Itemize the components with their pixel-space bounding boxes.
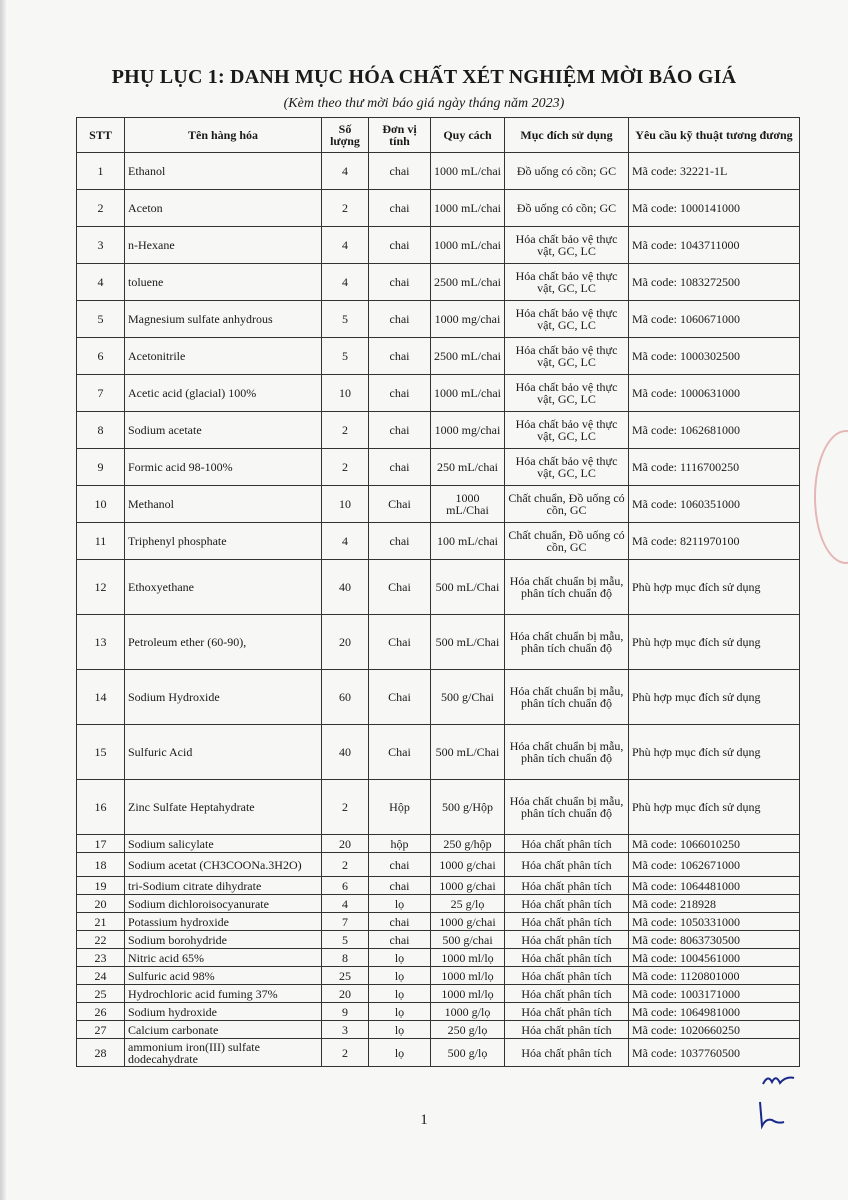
cell-qty: 2 xyxy=(322,449,369,486)
cell-qty: 9 xyxy=(322,1003,369,1021)
cell-name: Zinc Sulfate Heptahydrate xyxy=(125,780,322,835)
cell-purpose: Hóa chất bảo vệ thực vật, GC, LC xyxy=(505,301,629,338)
stamp-edge xyxy=(814,430,848,564)
cell-spec: 1000 ml/lọ xyxy=(431,985,505,1003)
cell-stt: 22 xyxy=(77,931,125,949)
cell-stt: 6 xyxy=(77,338,125,375)
cell-purpose: Đồ uống có cồn; GC xyxy=(505,153,629,190)
cell-stt: 14 xyxy=(77,670,125,725)
cell-purpose: Hóa chất bảo vệ thực vật, GC, LC xyxy=(505,375,629,412)
cell-requirement: Mã code: 1120801000 xyxy=(629,967,800,985)
cell-purpose: Hóa chất phân tích xyxy=(505,1003,629,1021)
cell-spec: 1000 mL/chai xyxy=(431,190,505,227)
cell-name: Sulfuric Acid xyxy=(125,725,322,780)
cell-name: toluene xyxy=(125,264,322,301)
cell-stt: 24 xyxy=(77,967,125,985)
table-header-row xyxy=(77,118,800,153)
cell-purpose: Hóa chất phân tích xyxy=(505,949,629,967)
table-row xyxy=(77,1039,800,1067)
cell-spec: 25 g/lọ xyxy=(431,895,505,913)
cell-requirement: Phù hợp mục đích sử dụng xyxy=(629,780,800,835)
cell-unit: lọ xyxy=(369,967,431,985)
cell-unit: chai xyxy=(369,877,431,895)
cell-requirement: Mã code: 1004561000 xyxy=(629,949,800,967)
table-row xyxy=(77,560,800,615)
cell-name: n-Hexane xyxy=(125,227,322,264)
cell-name: Nitric acid 65% xyxy=(125,949,322,967)
cell-unit: Chai xyxy=(369,615,431,670)
cell-purpose: Hóa chất phân tích xyxy=(505,853,629,877)
cell-spec: 1000 mg/chai xyxy=(431,301,505,338)
cell-requirement: Mã code: 1083272500 xyxy=(629,264,800,301)
cell-qty: 10 xyxy=(322,375,369,412)
cell-requirement: Mã code: 1062681000 xyxy=(629,412,800,449)
cell-name: Sodium borohydride xyxy=(125,931,322,949)
cell-spec: 250 g/lọ xyxy=(431,1021,505,1039)
cell-spec: 2500 mL/chai xyxy=(431,338,505,375)
cell-name: Magnesium sulfate anhydrous xyxy=(125,301,322,338)
cell-spec: 1000 mL/chai xyxy=(431,227,505,264)
table-row xyxy=(77,375,800,412)
cell-unit: chai xyxy=(369,301,431,338)
table-row xyxy=(77,913,800,931)
cell-requirement: Mã code: 1066010250 xyxy=(629,835,800,853)
cell-requirement: Mã code: 32221-1L xyxy=(629,153,800,190)
cell-qty: 5 xyxy=(322,931,369,949)
cell-name: Methanol xyxy=(125,486,322,523)
cell-qty: 20 xyxy=(322,615,369,670)
cell-purpose: Hóa chất phân tích xyxy=(505,931,629,949)
table-row xyxy=(77,949,800,967)
cell-stt: 10 xyxy=(77,486,125,523)
cell-stt: 23 xyxy=(77,949,125,967)
cell-purpose: Chất chuẩn, Đồ uống có cồn, GC xyxy=(505,523,629,560)
cell-stt: 18 xyxy=(77,853,125,877)
table-row xyxy=(77,227,800,264)
table-row xyxy=(77,985,800,1003)
cell-qty: 4 xyxy=(322,227,369,264)
cell-purpose: Hóa chất bảo vệ thực vật, GC, LC xyxy=(505,338,629,375)
col-header-unit: Đơn vị tính xyxy=(369,118,431,153)
cell-purpose: Đồ uống có cồn; GC xyxy=(505,190,629,227)
cell-requirement: Mã code: 1043711000 xyxy=(629,227,800,264)
cell-name: Petroleum ether (60-90), xyxy=(125,615,322,670)
cell-requirement: Mã code: 8211970100 xyxy=(629,523,800,560)
cell-requirement: Phù hợp mục đích sử dụng xyxy=(629,615,800,670)
cell-stt: 13 xyxy=(77,615,125,670)
cell-name: Ethoxyethane xyxy=(125,560,322,615)
table-row xyxy=(77,449,800,486)
cell-qty: 2 xyxy=(322,853,369,877)
cell-purpose: Hóa chất phân tích xyxy=(505,835,629,853)
cell-qty: 5 xyxy=(322,338,369,375)
table-row xyxy=(77,264,800,301)
cell-unit: Chai xyxy=(369,560,431,615)
cell-qty: 40 xyxy=(322,725,369,780)
cell-purpose: Hóa chất chuẩn bị mẫu, phân tích chuẩn độ xyxy=(505,615,629,670)
cell-unit: chai xyxy=(369,153,431,190)
cell-spec: 500 g/Hộp xyxy=(431,780,505,835)
cell-stt: 2 xyxy=(77,190,125,227)
table-row xyxy=(77,338,800,375)
cell-purpose: Hóa chất chuẩn bị mẫu, phân tích chuẩn độ xyxy=(505,780,629,835)
cell-qty: 4 xyxy=(322,523,369,560)
cell-qty: 20 xyxy=(322,835,369,853)
cell-qty: 2 xyxy=(322,190,369,227)
cell-stt: 19 xyxy=(77,877,125,895)
cell-requirement: Mã code: 1060671000 xyxy=(629,301,800,338)
cell-spec: 500 g/lọ xyxy=(431,1039,505,1067)
cell-unit: chai xyxy=(369,523,431,560)
cell-requirement: Phù hợp mục đích sử dụng xyxy=(629,670,800,725)
cell-stt: 16 xyxy=(77,780,125,835)
cell-name: Hydrochloric acid fuming 37% xyxy=(125,985,322,1003)
cell-stt: 12 xyxy=(77,560,125,615)
cell-spec: 250 mL/chai xyxy=(431,449,505,486)
cell-name: Sodium acetate xyxy=(125,412,322,449)
cell-purpose: Hóa chất phân tích xyxy=(505,877,629,895)
cell-stt: 9 xyxy=(77,449,125,486)
table-row xyxy=(77,153,800,190)
cell-stt: 8 xyxy=(77,412,125,449)
cell-unit: Chai xyxy=(369,725,431,780)
cell-name: tri-Sodium citrate dihydrate xyxy=(125,877,322,895)
cell-spec: 500 mL/Chai xyxy=(431,615,505,670)
cell-purpose: Hóa chất chuẩn bị mẫu, phân tích chuẩn độ xyxy=(505,670,629,725)
cell-stt: 17 xyxy=(77,835,125,853)
cell-stt: 27 xyxy=(77,1021,125,1039)
cell-stt: 15 xyxy=(77,725,125,780)
cell-name: Aceton xyxy=(125,190,322,227)
cell-stt: 4 xyxy=(77,264,125,301)
cell-stt: 5 xyxy=(77,301,125,338)
table-row xyxy=(77,1021,800,1039)
cell-unit: lọ xyxy=(369,949,431,967)
cell-qty: 20 xyxy=(322,985,369,1003)
cell-purpose: Hóa chất phân tích xyxy=(505,967,629,985)
cell-purpose: Hóa chất bảo vệ thực vật, GC, LC xyxy=(505,264,629,301)
cell-qty: 2 xyxy=(322,412,369,449)
cell-requirement: Mã code: 1064981000 xyxy=(629,1003,800,1021)
page-subtitle: (Kèm theo thư mời báo giá ngày tháng năm 2023) xyxy=(283,96,565,111)
table-row xyxy=(77,486,800,523)
cell-stt: 26 xyxy=(77,1003,125,1021)
cell-requirement: Phù hợp mục đích sử dụng xyxy=(629,725,800,780)
cell-purpose: Hóa chất chuẩn bị mẫu, phân tích chuẩn độ xyxy=(505,725,629,780)
table-row xyxy=(77,895,800,913)
cell-name: Potassium hydroxide xyxy=(125,913,322,931)
cell-qty: 4 xyxy=(322,895,369,913)
cell-unit: hộp xyxy=(369,835,431,853)
cell-spec: 1000 g/lọ xyxy=(431,1003,505,1021)
col-header-requirement: Yêu cầu kỹ thuật tương đương xyxy=(629,118,800,153)
scan-edge xyxy=(0,0,6,1200)
table-row xyxy=(77,835,800,853)
cell-spec: 1000 ml/lọ xyxy=(431,949,505,967)
cell-name: Sodium hydroxide xyxy=(125,1003,322,1021)
cell-qty: 4 xyxy=(322,264,369,301)
table-row xyxy=(77,725,800,780)
cell-purpose: Hóa chất bảo vệ thực vật, GC, LC xyxy=(505,227,629,264)
cell-unit: chai xyxy=(369,338,431,375)
cell-requirement: Mã code: 1003171000 xyxy=(629,985,800,1003)
cell-unit: lọ xyxy=(369,1039,431,1067)
cell-requirement: Mã code: 1037760500 xyxy=(629,1039,800,1067)
cell-unit: chai xyxy=(369,913,431,931)
cell-unit: chai xyxy=(369,264,431,301)
cell-spec: 1000 g/chai xyxy=(431,913,505,931)
cell-requirement: Mã code: 1020660250 xyxy=(629,1021,800,1039)
cell-qty: 3 xyxy=(322,1021,369,1039)
cell-spec: 1000 mL/Chai xyxy=(431,486,505,523)
page-title: PHỤ LỤC 1: DANH MỤC HÓA CHẤT XÉT NGHIỆM MỜI BÁO GIÁ xyxy=(111,66,737,88)
cell-unit: chai xyxy=(369,190,431,227)
initials-signature xyxy=(760,1070,800,1090)
cell-unit: lọ xyxy=(369,1021,431,1039)
cell-name: Sulfuric acid 98% xyxy=(125,967,322,985)
cell-name: Acetonitrile xyxy=(125,338,322,375)
cell-requirement: Mã code: 8063730500 xyxy=(629,931,800,949)
cell-spec: 500 g/Chai xyxy=(431,670,505,725)
col-header-qty: Số lượng xyxy=(322,118,369,153)
cell-spec: 250 g/hộp xyxy=(431,835,505,853)
cell-name: Sodium dichloroisocyanurate xyxy=(125,895,322,913)
cell-name: Sodium salicylate xyxy=(125,835,322,853)
cell-spec: 1000 mL/chai xyxy=(431,153,505,190)
cell-name: Triphenyl phosphate xyxy=(125,523,322,560)
cell-requirement: Mã code: 1000141000 xyxy=(629,190,800,227)
cell-name: Formic acid 98-100% xyxy=(125,449,322,486)
cell-purpose: Hóa chất phân tích xyxy=(505,1021,629,1039)
col-header-name: Tên hàng hóa xyxy=(125,118,322,153)
cell-purpose: Hóa chất bảo vệ thực vật, GC, LC xyxy=(505,449,629,486)
cell-qty: 4 xyxy=(322,153,369,190)
cell-unit: Chai xyxy=(369,670,431,725)
cell-purpose: Hóa chất phân tích xyxy=(505,985,629,1003)
cell-spec: 500 g/chai xyxy=(431,931,505,949)
table-row xyxy=(77,615,800,670)
table-row xyxy=(77,853,800,877)
cell-requirement: Mã code: 1000302500 xyxy=(629,338,800,375)
cell-qty: 60 xyxy=(322,670,369,725)
handwritten-signature xyxy=(752,1100,788,1130)
cell-name: Calcium carbonate xyxy=(125,1021,322,1039)
cell-spec: 1000 g/chai xyxy=(431,877,505,895)
cell-requirement: Mã code: 1000631000 xyxy=(629,375,800,412)
chemicals-table xyxy=(76,117,800,1067)
cell-requirement: Mã code: 1050331000 xyxy=(629,913,800,931)
cell-name: Sodium Hydroxide xyxy=(125,670,322,725)
cell-qty: 6 xyxy=(322,877,369,895)
cell-spec: 1000 ml/lọ xyxy=(431,967,505,985)
table-row xyxy=(77,670,800,725)
cell-requirement: Mã code: 1116700250 xyxy=(629,449,800,486)
cell-purpose: Hóa chất bảo vệ thực vật, GC, LC xyxy=(505,412,629,449)
cell-name: ammonium iron(III) sulfate dodecahydrate xyxy=(125,1039,322,1067)
cell-unit: chai xyxy=(369,449,431,486)
cell-stt: 7 xyxy=(77,375,125,412)
cell-unit: lọ xyxy=(369,985,431,1003)
cell-name: Ethanol xyxy=(125,153,322,190)
cell-qty: 2 xyxy=(322,1039,369,1067)
cell-qty: 7 xyxy=(322,913,369,931)
cell-stt: 1 xyxy=(77,153,125,190)
cell-purpose: Hóa chất phân tích xyxy=(505,913,629,931)
cell-requirement: Mã code: 1064481000 xyxy=(629,877,800,895)
cell-unit: chai xyxy=(369,375,431,412)
cell-unit: chai xyxy=(369,412,431,449)
cell-purpose: Hóa chất phân tích xyxy=(505,895,629,913)
cell-qty: 25 xyxy=(322,967,369,985)
cell-spec: 100 mL/chai xyxy=(431,523,505,560)
col-header-stt: STT xyxy=(77,118,125,153)
table-row xyxy=(77,523,800,560)
cell-stt: 3 xyxy=(77,227,125,264)
cell-unit: lọ xyxy=(369,895,431,913)
cell-requirement: Mã code: 1060351000 xyxy=(629,486,800,523)
cell-requirement: Mã code: 1062671000 xyxy=(629,853,800,877)
table-row xyxy=(77,780,800,835)
cell-spec: 500 mL/Chai xyxy=(431,725,505,780)
table-row xyxy=(77,877,800,895)
col-header-purpose: Mục đích sử dụng xyxy=(505,118,629,153)
cell-qty: 2 xyxy=(322,780,369,835)
cell-purpose: Chất chuẩn, Đồ uống có cồn, GC xyxy=(505,486,629,523)
cell-requirement: Mã code: 218928 xyxy=(629,895,800,913)
cell-unit: Chai xyxy=(369,486,431,523)
cell-qty: 5 xyxy=(322,301,369,338)
cell-stt: 25 xyxy=(77,985,125,1003)
cell-unit: lọ xyxy=(369,1003,431,1021)
cell-spec: 1000 mL/chai xyxy=(431,375,505,412)
cell-unit: Hộp xyxy=(369,780,431,835)
cell-unit: chai xyxy=(369,931,431,949)
cell-stt: 11 xyxy=(77,523,125,560)
cell-qty: 10 xyxy=(322,486,369,523)
col-header-spec: Quy cách xyxy=(431,118,505,153)
cell-purpose: Hóa chất chuẩn bị mẫu, phân tích chuẩn độ xyxy=(505,560,629,615)
table-row xyxy=(77,931,800,949)
cell-name: Acetic acid (glacial) 100% xyxy=(125,375,322,412)
table-row xyxy=(77,412,800,449)
cell-purpose: Hóa chất phân tích xyxy=(505,1039,629,1067)
cell-requirement: Phù hợp mục đích sử dụng xyxy=(629,560,800,615)
cell-spec: 500 mL/Chai xyxy=(431,560,505,615)
table-row xyxy=(77,301,800,338)
table-row xyxy=(77,967,800,985)
cell-spec: 1000 mg/chai xyxy=(431,412,505,449)
cell-unit: chai xyxy=(369,853,431,877)
cell-qty: 8 xyxy=(322,949,369,967)
cell-stt: 21 xyxy=(77,913,125,931)
cell-name: Sodium acetat (CH3COONa.3H2O) xyxy=(125,853,322,877)
page-number: 1 xyxy=(420,1112,428,1128)
cell-spec: 1000 g/chai xyxy=(431,853,505,877)
cell-stt: 28 xyxy=(77,1039,125,1067)
cell-qty: 40 xyxy=(322,560,369,615)
cell-stt: 20 xyxy=(77,895,125,913)
cell-unit: chai xyxy=(369,227,431,264)
cell-spec: 2500 mL/chai xyxy=(431,264,505,301)
table-row xyxy=(77,1003,800,1021)
table-row xyxy=(77,190,800,227)
